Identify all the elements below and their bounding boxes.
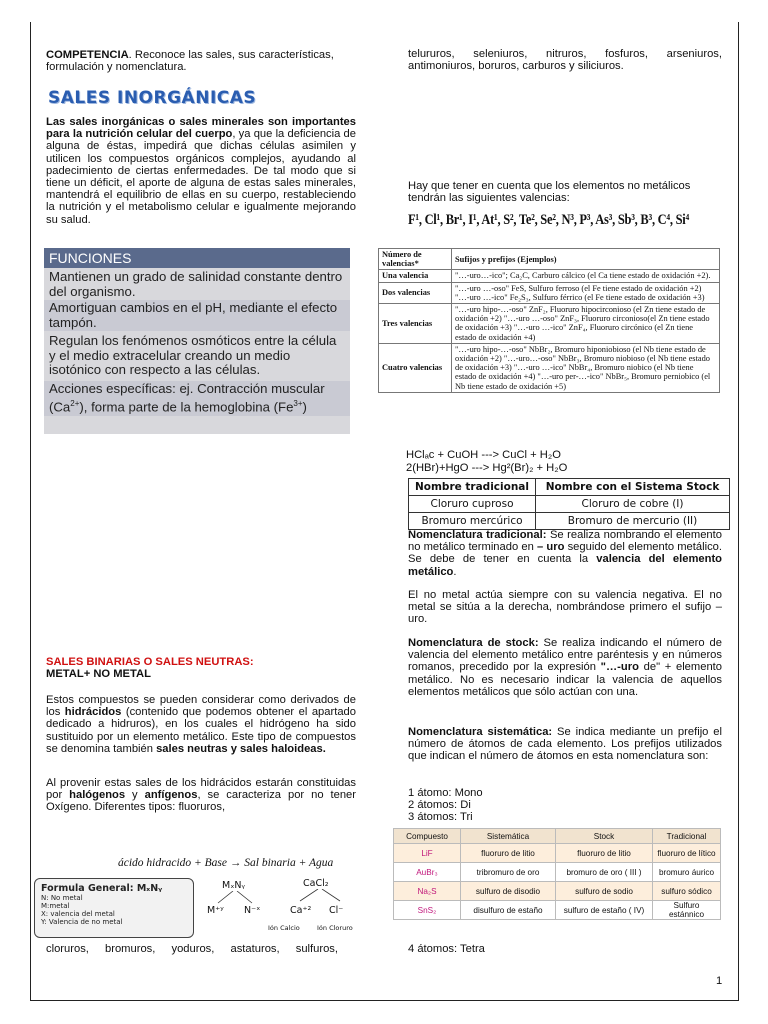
table-cell: fluoruro de litio xyxy=(461,844,556,863)
formula-line: N: No metal xyxy=(41,894,83,902)
ion-formula-top-2: CaCl₂ xyxy=(303,878,329,889)
sist-label: Nomenclatura sistemática: xyxy=(408,726,553,738)
funcion-item xyxy=(44,381,350,416)
valencias-intro: Hay que tener en cuenta que los elementos no metálicos tendrán las siguientes valencias: xyxy=(408,180,691,205)
ion-nonmetal-1: N⁻ˣ xyxy=(244,905,261,916)
funcion-item: Mantienen un grado de salinidad constante dentro del organismo. xyxy=(49,269,343,299)
reaction-1: HClₐc + CuOH ---> CuCl + H₂O xyxy=(406,449,561,461)
intro-text: , ya que la deficiencia de alguna de éstas, impedirá que dichas células asimilen y utilicen los compuestos orgánicos complejos, ayudando al padecimiento de ciertas enfermedades. De tal modo que si tiene un déficit, el aporte de alguna de estas sales minerales, mantendrá el equilibrio de ellas en su cuerpo, restableciendo la nutrición y el metabolismo celular e igualmente mejorando su salud. xyxy=(46,128,356,226)
p1-bold-1: hidrácidos xyxy=(64,706,122,719)
table-row xyxy=(409,513,730,530)
nomenclatura-table xyxy=(408,478,730,530)
stock-bold-b: "…-uro xyxy=(600,661,639,674)
table-cell: fluoruro de litio xyxy=(556,844,653,863)
p1-text-a: Estos compuestos se pueden considerar como derivados de los xyxy=(46,694,356,719)
table-row xyxy=(379,343,720,392)
table-header-cell: Tradicional xyxy=(653,829,721,844)
table-cell: disulfuro de estaño xyxy=(461,901,556,920)
funcion-item: Regulan los fenómenos osmóticos entre la célula y el medio extracelular creando un medio isotónico con respecto a las células. xyxy=(49,333,337,378)
competencia-label: COMPETENCIA xyxy=(46,49,129,61)
funcion-item: Amortiguan cambios en el pH, mediante el efecto tampón. xyxy=(44,300,350,331)
table-header-row xyxy=(379,249,720,270)
table-header-cell: Nombre con el Sistema Stock xyxy=(536,479,730,496)
table-row xyxy=(379,282,720,303)
binarias-paragraph-1 xyxy=(46,694,356,755)
table-header-row xyxy=(409,479,730,496)
p2-text-a: Al provenir estas sales de los hidrácidos estarán constituidas por xyxy=(46,777,356,802)
nomenclatura-sistematica xyxy=(408,726,722,763)
stock-text-a: Se realiza indicando el número de valencia del elemento metálico entre paréntesis y en números romanos, precedido por la expresión xyxy=(408,637,723,674)
reaction-2: 2(HBr)+HgO ---> Hg²(Br)₂ + H₂O xyxy=(406,462,568,474)
prefix-mono: 1 átomo: Mono xyxy=(408,787,483,799)
binarias-paragraph-2 xyxy=(46,777,356,814)
ion-split-lines-2 xyxy=(290,889,350,903)
table-cell: "…-uro hipo-…-oso" NbBr₂, Bromuro hiponiobioso (el Nb tiene estado de oxidación +2) "…-uro…-oso" NbBr₃, Bromuro niobioso (el Nb tiene estado de oxidación +3) "…-uro …-ico" NbBr₄, Bromuro niobico (el Nb tiene estado de oxidación +4) "…-uro per-…-ico" NbBr₅, Bromuro perniobico (el Nb tiene estado de oxidación +5) xyxy=(452,343,720,392)
funciones-header: FUNCIONES xyxy=(44,248,350,268)
valencias-line: F¹, Cl¹, Br¹, I¹, At¹, S², Te², Se², N³, P³, As³, Sb³, B³, C⁴, Si⁴ xyxy=(408,212,689,228)
tipos-continuation: telururos, seleniuros, nitruros, fosfuros, arseniuros, antimoniuros, boruros, carburos y siliciuros. xyxy=(408,48,722,73)
sufijos-table xyxy=(378,248,720,393)
p2-bold-2: anfígenos xyxy=(144,789,198,802)
page-number: 1 xyxy=(716,975,723,987)
table-cell: Una valencia xyxy=(379,270,452,282)
funciones-box xyxy=(44,248,350,434)
funcion-sup2: 3+ xyxy=(293,398,303,408)
formula-general-box xyxy=(34,878,194,938)
table-cell: tribromuro de oro xyxy=(461,863,556,882)
table-cell: sulfuro de disodio xyxy=(461,882,556,901)
table-cell: sulfuro de sodio xyxy=(556,882,653,901)
stock-label: Nomenclatura de stock: xyxy=(408,637,539,649)
p1-bold-2: sales neutras y sales haloideas. xyxy=(156,742,326,755)
table-row xyxy=(394,882,721,901)
formula-line: M:metal xyxy=(41,902,70,910)
table-cell: bromuro de oro ( III ) xyxy=(556,863,653,882)
table-cell: "…-uro…-ico"; Ca₂C, Carburo cálcico (el Ca tiene estado de oxidación +2). xyxy=(452,270,720,282)
table-header-cell: Número de valencias* xyxy=(379,249,452,270)
table-row xyxy=(394,863,721,882)
table-cell: Na₂S xyxy=(394,882,461,901)
table-cell: Cloruro de cobre (I) xyxy=(536,496,730,513)
ion-label-calcio: Ión Calcio xyxy=(268,924,300,932)
prefix-tetra: 4 átomos: Tetra xyxy=(408,943,485,955)
table-cell: bromuro áurico xyxy=(653,863,721,882)
p2-text-d: , se caracteriza por no tener Oxígeno. Diferentes tipos: fluoruros, xyxy=(46,789,357,814)
p2-bold-1: halógenos xyxy=(69,789,126,802)
table-cell: Bromuro de mercurio (II) xyxy=(536,513,730,530)
table-cell: Tres valencias xyxy=(379,304,452,344)
table-header-cell: Nombre tradicional xyxy=(409,479,536,496)
page-border-left xyxy=(30,22,31,1000)
table-cell: SnS₂ xyxy=(394,901,461,920)
funcion-item-4c: ) xyxy=(302,398,307,414)
stock-text-c: de" + elemento metálico. No es necesario indicar la valencia de aquellos elementos metálicos que sólo actúan con una. xyxy=(408,661,722,698)
table-cell: LiF xyxy=(394,844,461,863)
intro-bold: Las sales inorgánicas o sales minerales son importantes para la nutrición celular del cuerpo xyxy=(46,116,356,141)
sist-text: Se indica mediante un prefijo el número de átomos de cada elemento. Los prefijos utilizados que indican el número de átomos en esta nomenclatura son: xyxy=(408,726,722,763)
table-cell: sulfuro sódico xyxy=(653,882,721,901)
funcion-item-4b: ), forma parte de la hemoglobina (Fe xyxy=(79,398,294,414)
table-cell: Dos valencias xyxy=(379,282,452,303)
compuestos-table xyxy=(393,828,721,920)
table-header-row xyxy=(394,829,721,844)
table-cell: Sulfuro estánnico xyxy=(653,901,721,920)
funcion-item-4a: Acciones específicas: ej. Contracción muscular (Ca xyxy=(49,381,325,414)
table-cell: sulfuro de estaño ( IV) xyxy=(556,901,653,920)
table-cell: AuBr₃ xyxy=(394,863,461,882)
table-header-cell: Compuesto xyxy=(394,829,461,844)
table-cell: Bromuro mercúrico xyxy=(409,513,536,530)
binarias-subtitle: METAL+ NO METAL xyxy=(46,668,151,680)
table-header-cell: Sistemática xyxy=(461,829,556,844)
trad-label: Nomenclatura tradicional: xyxy=(408,529,547,541)
funcion-sup1: 2+ xyxy=(70,398,80,408)
nomenclatura-tradicional xyxy=(408,529,722,578)
table-row xyxy=(409,496,730,513)
table-row xyxy=(394,901,721,920)
page-border-right xyxy=(738,22,739,1000)
table-cell: fluoruro de lítico xyxy=(653,844,721,863)
ion-split-lines-1 xyxy=(210,891,260,905)
tipos-bottom-line: cloruros, bromuros, yoduros, astaturos, sulfuros, xyxy=(46,943,339,955)
ion-label-cloruro: Ión Cloruro xyxy=(317,924,353,932)
p2-text-c: y xyxy=(125,789,145,802)
formula-header: Formula General: MₓNᵧ xyxy=(41,883,163,894)
intro-paragraph xyxy=(46,116,356,226)
general-equation: ácido hidracido + Base → Sal binaria + Agua xyxy=(118,857,334,869)
table-row xyxy=(379,270,720,282)
ion-metal-1: M⁺ʸ xyxy=(207,905,224,916)
binarias-title: SALES BINARIAS O SALES NEUTRAS: xyxy=(46,656,254,668)
table-cell: Cuatro valencias xyxy=(379,343,452,392)
nomenclatura-stock xyxy=(408,637,722,698)
page-title: SALES INORGÁNICAS xyxy=(48,88,257,108)
competencia-paragraph xyxy=(46,49,346,73)
table-row xyxy=(379,304,720,344)
table-cell: "…-uro …-oso" FeS, Sulfuro ferroso (el Fe tiene estado de oxidación +2) "…-uro …-ico" Fe₂S₃, Sulfuro férrico (el Fe tiene estado de oxidación +3) xyxy=(452,282,720,303)
prefix-tri: 3 átomos: Tri xyxy=(408,811,473,823)
trad-bold-b: – uro xyxy=(536,541,565,554)
trad-text-a: Se realiza nombrando el elemento no metálico terminado en xyxy=(408,529,722,554)
prefix-di: 2 átomos: Di xyxy=(408,799,471,811)
trad-text-e: . xyxy=(453,565,457,578)
trad-bold-d: valencia del elemento metálico xyxy=(408,553,723,578)
trad-text-c: seguido del elemento metálico. Se debe de tener en cuenta la xyxy=(408,541,722,566)
competencia-text: . Reconoce las sales, sus características, formulación y nomenclatura. xyxy=(46,49,334,74)
formula-line: Y: Valencia de no metal xyxy=(41,918,123,926)
table-header-cell: Sufijos y prefijos (Ejemplos) xyxy=(452,249,720,270)
ion-formula-top-1: MₓNᵧ xyxy=(222,880,246,891)
table-row xyxy=(394,844,721,863)
table-cell: "…-uro hipo-…-oso" ZnF₂, Fluoruro hipocirconioso (el Zn tiene estado de oxidación +2) "…-uro …-oso" ZnF₃, Fluoruro circonioso(el Zn tiene estado de oxidación +3) "…-uro …-ico" ZnF₄, Fluoruro circónico (el Zn tiene estado de oxidación +4) xyxy=(452,304,720,344)
table-cell: Cloruro cuproso xyxy=(409,496,536,513)
p1-text-c: (contenido que podemos obtener el apartado dedicado a hidruros), en los cuales el hidrógeno ha sido sustituido por un elemento metálico. Este tipo de compuestos se denomina también xyxy=(46,706,356,755)
page-border-bottom xyxy=(30,1000,739,1001)
table-header-cell: Stock xyxy=(556,829,653,844)
formula-line: X: valencia del metal xyxy=(41,910,115,918)
ion-metal-2: Ca⁺² xyxy=(290,905,312,916)
no-metal-paragraph: El no metal actúa siempre con su valencia negativa. El no metal se sitúa a la derecha, nombrándose primero el sufijo –uro. xyxy=(408,589,722,626)
ion-nonmetal-2: Cl⁻ xyxy=(329,905,344,916)
